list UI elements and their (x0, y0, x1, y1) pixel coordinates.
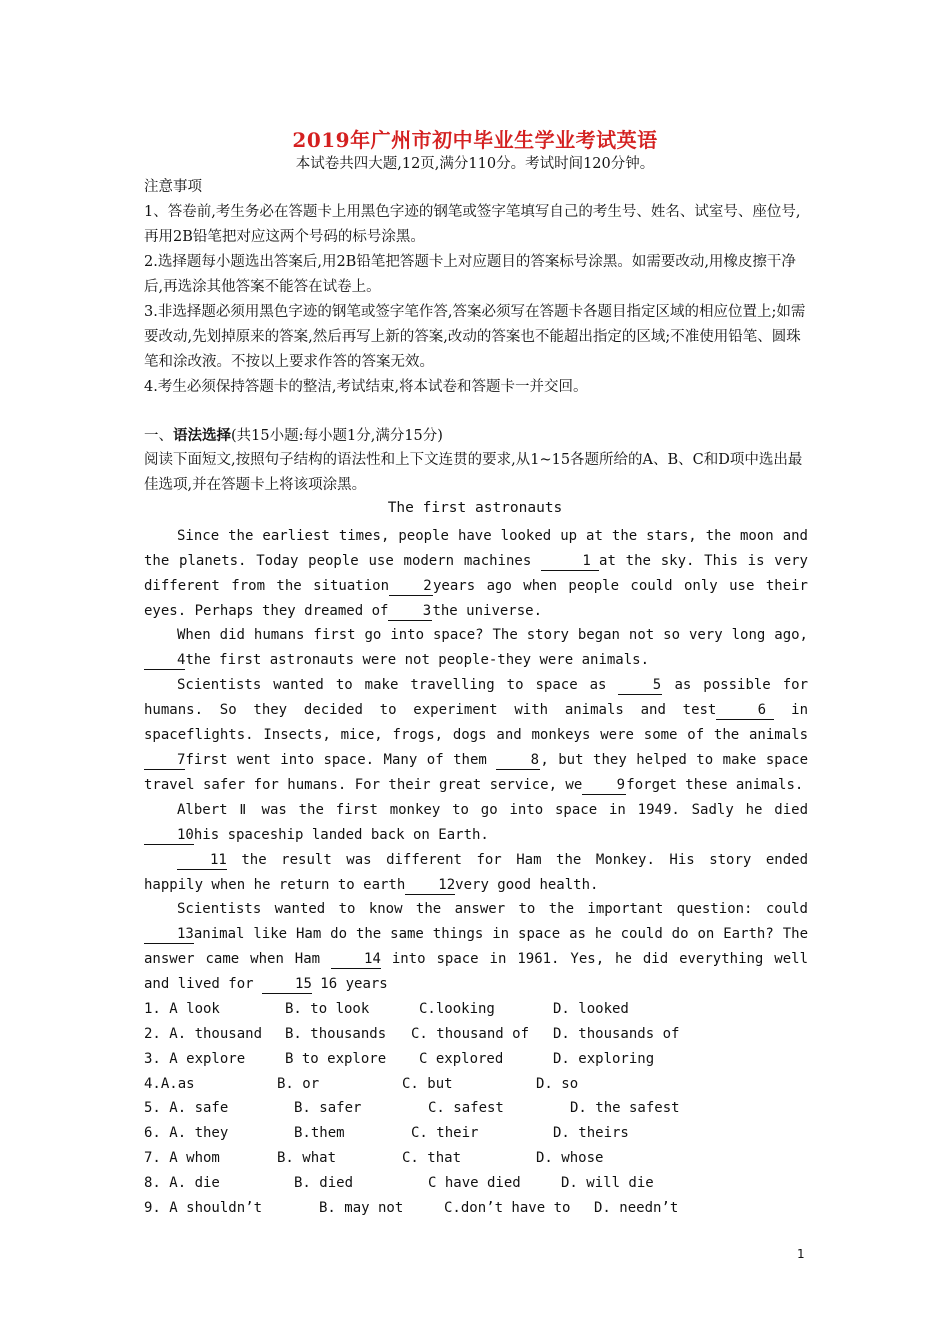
passage-text: very good health. (455, 877, 599, 893)
blank-10: 10 (144, 826, 194, 845)
passage-text: at the sky. This is very different from the situation (144, 553, 808, 594)
option-row-6 (144, 1121, 808, 1146)
note-item-1: 1、答卷前,考生务必在答题卡上用黑色字迹的钢笔或签字笔填写自己的考生号、姓名、试室号、座位号,再用2B铅笔把对应这两个号码的标号涂黑。 (144, 204, 801, 245)
option-a: 2. A. thousand (144, 1026, 263, 1042)
option-d: D. needn’t (594, 1200, 679, 1216)
option-d: D. thousands of (553, 1026, 680, 1042)
option-d: D. exploring (553, 1051, 655, 1067)
option-d: D. whose (536, 1150, 604, 1166)
passage-paragraph-1 (144, 524, 808, 624)
option-row-7 (144, 1146, 808, 1171)
blank-8: 8 (496, 751, 540, 770)
blank-11: 11 (177, 851, 227, 870)
option-b: B.them (294, 1125, 345, 1141)
blank-13: 13 (144, 925, 194, 944)
option-c: C.don’t have to (444, 1200, 571, 1216)
blank-4: 4 (144, 651, 185, 670)
passage-text: Since the earliest times, people have looked up at the stars, the moon and the planets. Today people use modern machines (144, 528, 808, 569)
option-a: 8. A. die (144, 1175, 220, 1191)
option-b: B. thousands (285, 1026, 387, 1042)
passage-text: as possible for humans. So they decided to experiment with animals and test (144, 677, 808, 718)
notes-heading: 注意事项 (144, 179, 202, 195)
passage-text: , but they helped to make space travel safer for humans. For their great service, we (144, 752, 809, 793)
blank-2: 2 (389, 577, 433, 596)
note-item-2: 2.选择题每小题选出答案后,用2B铅笔把答题卡上对应题目的答案标号涂黑。如需要改动,用橡皮擦干净后,再选涂其他答案不能答在试卷上。 (144, 254, 796, 295)
section-name: 语法选择 (173, 427, 231, 444)
exam-title: 2019年广州市初中毕业生学业考试英语 (292, 128, 658, 152)
option-b: B. to look (285, 1001, 370, 1017)
page-number: 1 (797, 1247, 805, 1261)
section-heading (144, 423, 808, 449)
option-a: 7. A whom (144, 1150, 220, 1166)
option-b: B. or (277, 1076, 320, 1092)
blank-1: 1 (541, 552, 599, 571)
section-instruction: 阅读下面短文,按照句子结构的语法性和上下文连贯的要求,从1~15各题所给的A、B、C和D项中选出最佳选项,并在答题卡上将该项涂黑。 (144, 452, 803, 493)
passage-paragraph-4 (144, 798, 808, 848)
passage-title: The first astronauts (387, 500, 563, 516)
option-row-9 (144, 1196, 808, 1221)
option-b: B. died (294, 1175, 354, 1191)
section-prefix: 一、 (144, 428, 173, 444)
passage-paragraph-2 (144, 623, 808, 673)
option-d: D. the safest (570, 1100, 680, 1116)
passage-text: his spaceship landed back on Earth. (193, 827, 489, 843)
option-a: 9. A shouldn’t (144, 1200, 263, 1216)
passage-text: animal like Ham do the same things in space as he could do on Earth? The answer came when Ham (144, 926, 808, 967)
blank-14: 14 (331, 950, 381, 969)
passage-text: the universe. (432, 603, 543, 619)
passage-text: the first astronauts were not people-they were animals. (185, 652, 650, 668)
option-d: D. theirs (553, 1125, 629, 1141)
passage-text: When did humans first go into space? The story began not so very long ago, (177, 627, 808, 643)
option-c: C. their (411, 1125, 479, 1141)
option-row-5 (144, 1096, 808, 1121)
option-c: C have died (428, 1175, 521, 1191)
passage-text: years ago when people could only use their eyes. Perhaps they dreamed of (144, 578, 808, 619)
blank-6: 6 (716, 701, 774, 720)
passage-text: Scientists wanted to know the answer to the important question: could (177, 901, 808, 917)
option-c: C explored (419, 1051, 504, 1067)
option-row-1 (144, 997, 808, 1022)
passage-text: first went into space. Many of them (185, 752, 497, 768)
option-a: 6. A. they (144, 1125, 229, 1141)
passage-text: Albert Ⅱ was the first monkey to go into space in 1949. Sadly he died (177, 802, 808, 818)
passage-paragraph-5 (144, 848, 808, 898)
passage-text: the result was different for Ham the Monkey. His story ended happily when he return to earth (144, 852, 808, 893)
option-b: B. safer (294, 1100, 362, 1116)
option-a: 5. A. safe (144, 1100, 229, 1116)
blank-5: 5 (618, 676, 662, 695)
option-c: C.looking (419, 1001, 495, 1017)
option-c: C. but (402, 1076, 453, 1092)
passage-paragraph-6 (144, 897, 808, 997)
option-d: D. so (536, 1076, 579, 1092)
blank-15: 15 (262, 975, 312, 994)
section-info: (共15小题:每小题1分,满分15分) (231, 428, 443, 444)
passage-text: into space in 1961. Yes, he did everything well and lived for (144, 951, 809, 992)
option-row-4 (144, 1072, 808, 1097)
option-b: B. may not (319, 1200, 404, 1216)
note-item-4: 4.考生必须保持答题卡的整洁,考试结束,将本试卷和答题卡一并交回。 (144, 379, 588, 395)
blank-9: 9 (582, 776, 626, 795)
exam-subtitle: 本试卷共四大题,12页,满分110分。考试时间120分钟。 (295, 156, 655, 172)
option-row-3 (144, 1047, 808, 1072)
option-a: 3. A explore (144, 1051, 246, 1067)
passage-paragraph-3 (144, 673, 808, 798)
passage-text: forget these animals. (626, 777, 804, 793)
passage-text: Scientists wanted to make travelling to space as (177, 677, 619, 693)
note-item-3: 3.非选择题必须用黑色字迹的钢笔或签字笔作答,答案必须写在答题卡各题目指定区域的相应位置上;如需要改动,先划掉原来的答案,然后再写上新的答案,改动的答案也不能超出指定的区域;不准使用铅笔、圆珠笔和涂改液。不按以上要求作答的答案无效。 (144, 304, 806, 370)
option-d: D. will die (561, 1175, 654, 1191)
option-a: 4.A.as (144, 1076, 195, 1092)
blank-7: 7 (144, 751, 185, 770)
option-b: B. what (277, 1150, 337, 1166)
option-row-2 (144, 1022, 808, 1047)
blank-3: 3 (388, 602, 432, 621)
option-c: C. that (402, 1150, 462, 1166)
blank-12: 12 (405, 876, 455, 895)
passage-text: in spaceflights. Insects, mice, frogs, dogs and monkeys were some of the animals (144, 702, 809, 743)
option-c: C. safest (428, 1100, 504, 1116)
option-c: C. thousand of (411, 1026, 530, 1042)
option-d: D. looked (553, 1001, 629, 1017)
option-a: 1. A look (144, 1001, 220, 1017)
option-b: B to explore (285, 1051, 387, 1067)
passage-text: 16 years (311, 976, 388, 992)
option-row-8 (144, 1171, 808, 1196)
